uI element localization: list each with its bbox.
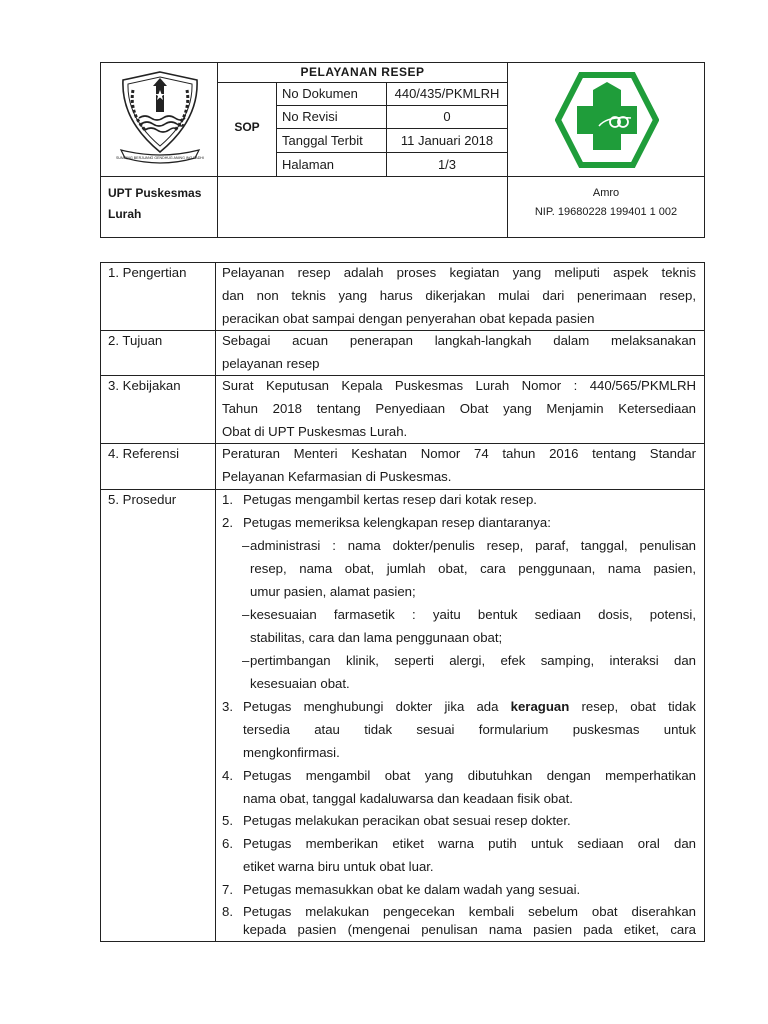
step-text: mengkonfirmasi. [243,745,340,760]
meta-value-tanggal-terbit: 11 Januari 2018 [400,133,494,148]
sop-label: SOP [234,120,260,134]
step-number: 7. [222,882,233,897]
org-name [108,183,213,225]
sub-item-line: kesesuaian farmasetik : yaitu bentuk sediaan dosis, potensi, [250,607,696,622]
meta-value-no-dokumen: 440/435/PKMLRH [394,86,500,101]
step-text: Petugas memberikan etiket warna putih untuk sediaan oral dan [243,836,696,851]
emblem-motto-text: SUMPING BERJUANG GENDHUG ANING ING PADHI [116,156,204,160]
step-text: Petugas melakukan peracikan obat sesuai resep dokter. [243,813,571,828]
text-pengertian [222,262,696,330]
pengertian-line-2: dan non teknis yang harus dikerjakan mulai dari penerimaan resep, [222,287,696,303]
step-number: 2. [222,515,233,530]
sub-item-line: umur pasien, alamat pasien; [250,584,416,599]
dash-marker: – [242,607,250,622]
meta-value-halaman: 1/3 [437,157,457,172]
meta-value-no-revisi: 0 [443,109,451,124]
step-text: Petugas melakukan pengecekan kembali sebelum obat diserahkan [243,904,696,919]
label-kebijakan: 3. Kebijakan [108,378,181,393]
tujuan-line-2: pelayanan resep [222,355,320,371]
sub-item-line: administrasi : nama dokter/penulis resep, paraf, tanggal, penulisan [250,538,696,553]
step-text: etiket warna biru untuk obat luar. [243,859,434,874]
step-text: tersedia atau tidak sesuai formularium puskesmas untuk [243,722,696,737]
step-number: 5. [222,813,233,828]
prosedur-list [222,489,696,941]
pengertian-line-3: peracikan obat sampai dengan penyerahan obat kepada pasien [222,310,595,326]
regency-emblem-icon [115,68,205,168]
sub-item-line: resep, nama obat, jumlah obat, cara penggunaan, nama pasien, [250,561,696,576]
signer-name: Amro [592,187,620,199]
meta-label-halaman: Halaman [282,157,335,172]
step-text: Petugas mengambil kertas resep dari kotak resep. [243,492,537,507]
emphasis-keraguan: keraguan [510,699,570,714]
text-referensi [222,443,696,489]
step-number: 6. [222,836,233,851]
meta-label-no-dokumen: No Dokumen [282,86,358,101]
step-text: kepada pasien (mengenai penulisan nama pasien pada etiket, cara [243,922,696,937]
label-tujuan: 2. Tujuan [108,333,163,348]
step-text: Petugas memeriksa kelengkapan resep diantaranya: [243,515,551,530]
label-prosedur: 5. Prosedur [108,492,177,507]
text-kebijakan [222,375,696,443]
document-title: PELAYANAN RESEP [300,65,425,79]
pengertian-line-1: Pelayanan resep adalah proses kegiatan yang meliputi aspek teknis [222,265,696,280]
sub-item-line: pertimbangan klinik, seperti alergi, efek samping, interaksi dan [250,653,696,668]
step-text: Petugas memasukkan obat ke dalam wadah yang sesuai. [243,882,581,897]
referensi-line-2: Pelayanan Kefarmasian di Puskesmas. [222,468,452,484]
meta-label-tanggal-terbit: Tanggal Terbit [282,133,363,148]
label-pengertian: 1. Pengertian [108,265,187,280]
step-number: 1. [222,492,233,507]
step-text-part: Petugas menghubungi dokter jika ada [243,699,499,714]
sub-item-line: stabilitas, cara dan lama penggunaan obat; [250,630,503,645]
step-text-part: resep, obat tidak [581,699,696,714]
text-tujuan [222,330,696,376]
step-text: Petugas mengambil obat yang dibutuhkan dengan memperhatikan [243,768,696,783]
kebijakan-line-2: Tahun 2018 tentang Penyediaan Obat yang Menjamin Ketersediaan [222,400,696,416]
dash-marker: – [242,538,250,553]
meta-label-no-revisi: No Revisi [282,109,338,124]
dash-marker: – [242,653,250,668]
step-number: 8. [222,904,233,919]
kebijakan-line-1: Surat Keputusan Kepala Puskesmas Lurah Nomor : 440/565/PKMLRH [222,378,696,393]
puskesmas-logo-icon [555,72,659,168]
step-text: nama obat, tanggal kadaluwarsa dan keadaan fisik obat. [243,791,573,806]
referensi-line-1: Peraturan Menteri Keshatan Nomor 74 tahun 2016 tentang Standar [222,446,696,461]
label-referensi: 4. Referensi [108,446,180,461]
sub-item-line: kesesuaian obat. [250,676,350,691]
step-text [243,696,696,719]
signer-nip: NIP. 19680228 199401 1 002 [534,206,678,218]
step-number: 3. [222,699,233,714]
kebijakan-line-3: Obat di UPT Puskesmas Lurah. [222,423,408,439]
tujuan-line-1: Sebagai acuan penerapan langkah-langkah dalam melaksanakan [222,333,696,348]
org-name-line2: Lurah [108,207,142,221]
org-name-line1: UPT Puskesmas [108,186,202,200]
step-number: 4. [222,768,233,783]
